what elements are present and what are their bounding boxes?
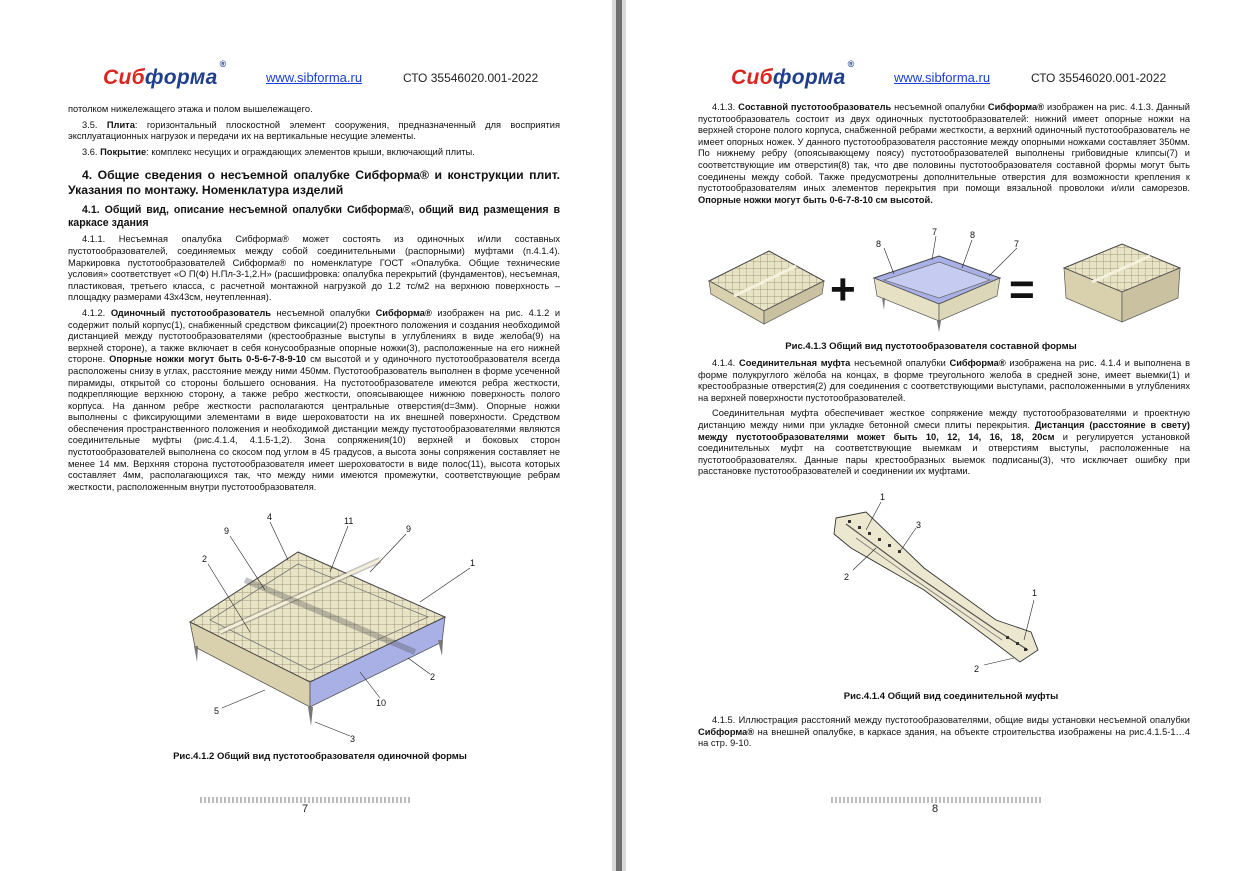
website-link[interactable]: www.sibforma.ru (894, 70, 991, 85)
callout-3: 3 (916, 520, 922, 530)
callout-1b: 1 (1032, 588, 1038, 598)
sibforma-logo: Сибформа® (103, 59, 227, 89)
lower-half-block (709, 251, 824, 324)
page-number: 7 (302, 803, 309, 815)
paragraph-4-1-5: 4.1.5. Иллюстрация расстояний между пустотообразователями, общие виды установки несъемной опалубки Сибформа® на внешней опалубке, в каркасе здания, на объекте строительства изображены на рис.4.1.5-1…4 на стр. 9-10. (698, 715, 1190, 749)
callout-9a: 9 (224, 526, 230, 536)
paragraph-continuation: потолком нижележащего этажа и полом вышележащего. (68, 104, 313, 114)
callout-2b: 2 (430, 672, 436, 682)
page-7 (0, 0, 612, 871)
callout-8b: 8 (970, 230, 976, 240)
callout-2a: 2 (202, 554, 208, 564)
page-header (0, 59, 612, 96)
figure-composite-void-former (704, 226, 1194, 338)
page-header (626, 59, 1243, 96)
paragraph-4-1-1: 4.1.1. Несъемная опалубка Сибформа® может состоять из одиночных и/или составных пустотообразователей, соединяемых между собой соединительными (распорными) муфтами (п.4.1.4). Маркировка пустотообразователей Сибформа® по номенклатуре ГОСТ «Опалубка. Общие технические условия» соответствует «О П(Ф) Н.Пл-3-1,2.Н» (расшифровка: опалубка перекрытий (фундаментов), несъемная, пластиковая, третьего класса, с расчетной монтажной нагрузкой до 1.2 тс/м2 на верхнюю поверхность – площадку размерами 43х43см, неутепленная). (68, 234, 560, 303)
figure-connecting-coupling (806, 490, 1086, 680)
callout-2a: 2 (844, 572, 850, 582)
page7-text-top (68, 104, 560, 497)
page-divider (616, 0, 622, 871)
plus-sign: + (830, 265, 856, 314)
figure-single-void-former (170, 512, 500, 744)
paragraph-3-6: 3.6. Покрытие: комплекс несущих и ограждающих элементов крыши, включающий плиты. (82, 146, 475, 157)
upper-half-tray (874, 256, 1000, 332)
assembled-block (1064, 244, 1180, 322)
page8-text-middle (698, 358, 1190, 482)
callout-9b: 9 (406, 524, 412, 534)
callout-2b: 2 (974, 664, 980, 674)
page8-text-bottom (698, 715, 1190, 754)
callout-8a: 8 (876, 239, 882, 249)
page-8 (626, 0, 1243, 871)
paragraph-4-1-4-cont: Соединительная муфта обеспечивает жесткое сопряжение между пустотообразователями и проектную дистанцию между ними при укладке бетонной смеси плиты перекрытия. Дистанция (расстояние в свету) между пустотообразователями может быть 10, 12, 14, 16, 18, 20см и регулируется установкой соединительных муфт на соответствующие выемкам и отверстиям выступы, расположенные на пустотообразователях. Данные пары крестообразных выемок подписаны(3), что исключает ошибку при расстановке пустотообразователей и соединении их муфтами. (698, 408, 1191, 477)
figure-caption-4-1-4: Рис.4.1.4 Общий вид соединительной муфты (843, 691, 1059, 702)
callout-7b: 7 (1014, 239, 1020, 249)
callout-11: 11 (344, 516, 354, 526)
callout-1a: 1 (880, 492, 886, 502)
coupling-shape (834, 512, 1038, 662)
callout-4: 4 (267, 512, 273, 522)
callout-7a: 7 (932, 227, 938, 237)
sibforma-logo: Сибформа® (731, 59, 855, 89)
paragraph-4-1-3: 4.1.3. Составной пустотообразователь несъемной опалубки Сибформа® изображен на рис. 4.1.3. Данный пустотообразователь состоит из двух одиночных пустотообразователей: нижний имеет опорные ножки на верхней стороне полого корпуса, снабженной ребрами жесткости, а верхний одиночный пустотообразователь не имеет опорных ножек. У данного пустотообразователя расстояние между опорными ножками составляет 350мм. По нижнему ребру (опоясывающему поясу) пустотообразователей выполнены грибовидные клипсы(7) и соответствующие им отверстия(8) так, что две половины пустотообразователя составной формы могут быть соединены между собой. Также предусмотрены дополнительные отверстия для возможности крепления к пустотообразователям иных элементов перекрытия при помощи вязальной проволоки и/или саморезов. Опорные ножки могут быть 0-6-7-8-10 см высотой. (698, 102, 1190, 205)
callout-1: 1 (470, 558, 476, 568)
equals-sign: = (1009, 265, 1035, 314)
figure-caption-4-1-3: Рис.4.1.3 Общий вид пустотообразователя составной формы (785, 341, 1077, 352)
paragraph-4-1-4: 4.1.4. Соединительная муфта несъемной опалубки Сибформа® изображена на рис. 4.1.4 и выполнена в форме полукруглого жёлоба на концах, в форме треугольного желоба в средней зоне, имеет выемки(1) и крестообразные отверстия(2) для соединения с соответствующими выступами, расположенными в углублениях на верхней поверхности пустотообразователей. (698, 358, 1191, 403)
callout-3: 3 (350, 734, 356, 744)
page-number: 8 (932, 803, 939, 815)
document-code: СТО 35546020.001-2022 (1031, 71, 1167, 85)
website-link[interactable]: www.sibforma.ru (266, 70, 363, 85)
paragraph-3-5: 3.5. Плита: горизонтальный плоскостной элемент сооружения, предназначенный для восприятия эксплуатационных нагрузок и передачи их на вертикальные несущие элементы. (68, 119, 561, 142)
document-code: СТО 35546020.001-2022 (403, 71, 539, 85)
page8-text-top (698, 102, 1190, 210)
subsection-heading-4-1: 4.1. Общий вид, описание несъемной опалубки Сибформа®, общий вид размещения в каркасе здания (68, 204, 560, 230)
figure-caption-4-1-2: Рис.4.1.2 Общий вид пустотообразователя одиночной формы (173, 751, 467, 762)
section-heading-4: 4. Общие сведения о несъемной опалубке Сибформа® и конструкции плит. Указания по монтажу. Номенклатура изделий (68, 168, 560, 198)
callout-5: 5 (214, 706, 220, 716)
callout-10: 10 (376, 698, 387, 708)
paragraph-4-1-2: 4.1.2. Одиночный пустотообразователь несъемной опалубки Сибформа® изображен на рис. 4.1.2 и содержит полый корпус(1), снабженный средством фиксации(2) проектного положения и создания необходимой дистанцией между пустотообразователями (крестообразные выступы в углублениях в виде желоба(9) на верхней стороне), а также включает в себя конусообразные опорные ножки(3), расположенные на его нижней стороне. Опорные ножки могут быть 0-5-6-7-8-9-10 см высотой и у одиночного пустотообразователя всегда расположены снизу в углах, расстояние между ними 450мм. Пустотообразователь выполнен в форме усеченной пирамиды, открытой со стороны большего основания. На пустотообразователе имеются ребра жесткости, подкрепляющие верхнюю сторону, а также ребро жесткости, опоясывающее нижнюю поверхность полого корпуса. На данном ребре жесткости располагаются центральные отверстия(d=3мм). Опорные ножки выполнены с фиксирующими элементами в виде шероховатости на их внешней поверхности. Средством обеспечения пространственного положения и необходимой дистанции между пустотообразователями являются соединительные муфты (рис.4.1.4, 4.1.5-1,2). Зона сопряжения(10) верхней и боковых сторон пустотообразователей выполнена со скосом под углом в 45 градусов, а высота зоны сопряжения составляет не менее 14 мм. Верхняя сторона пустотообразователя имеет шероховатости в виде полос(11), высота которых составляет 4мм, располагающихся так, что между ними имеются промежутки, соответствующие ребрам жесткости, расположенным внутри пустотообразователя. (68, 307, 561, 492)
